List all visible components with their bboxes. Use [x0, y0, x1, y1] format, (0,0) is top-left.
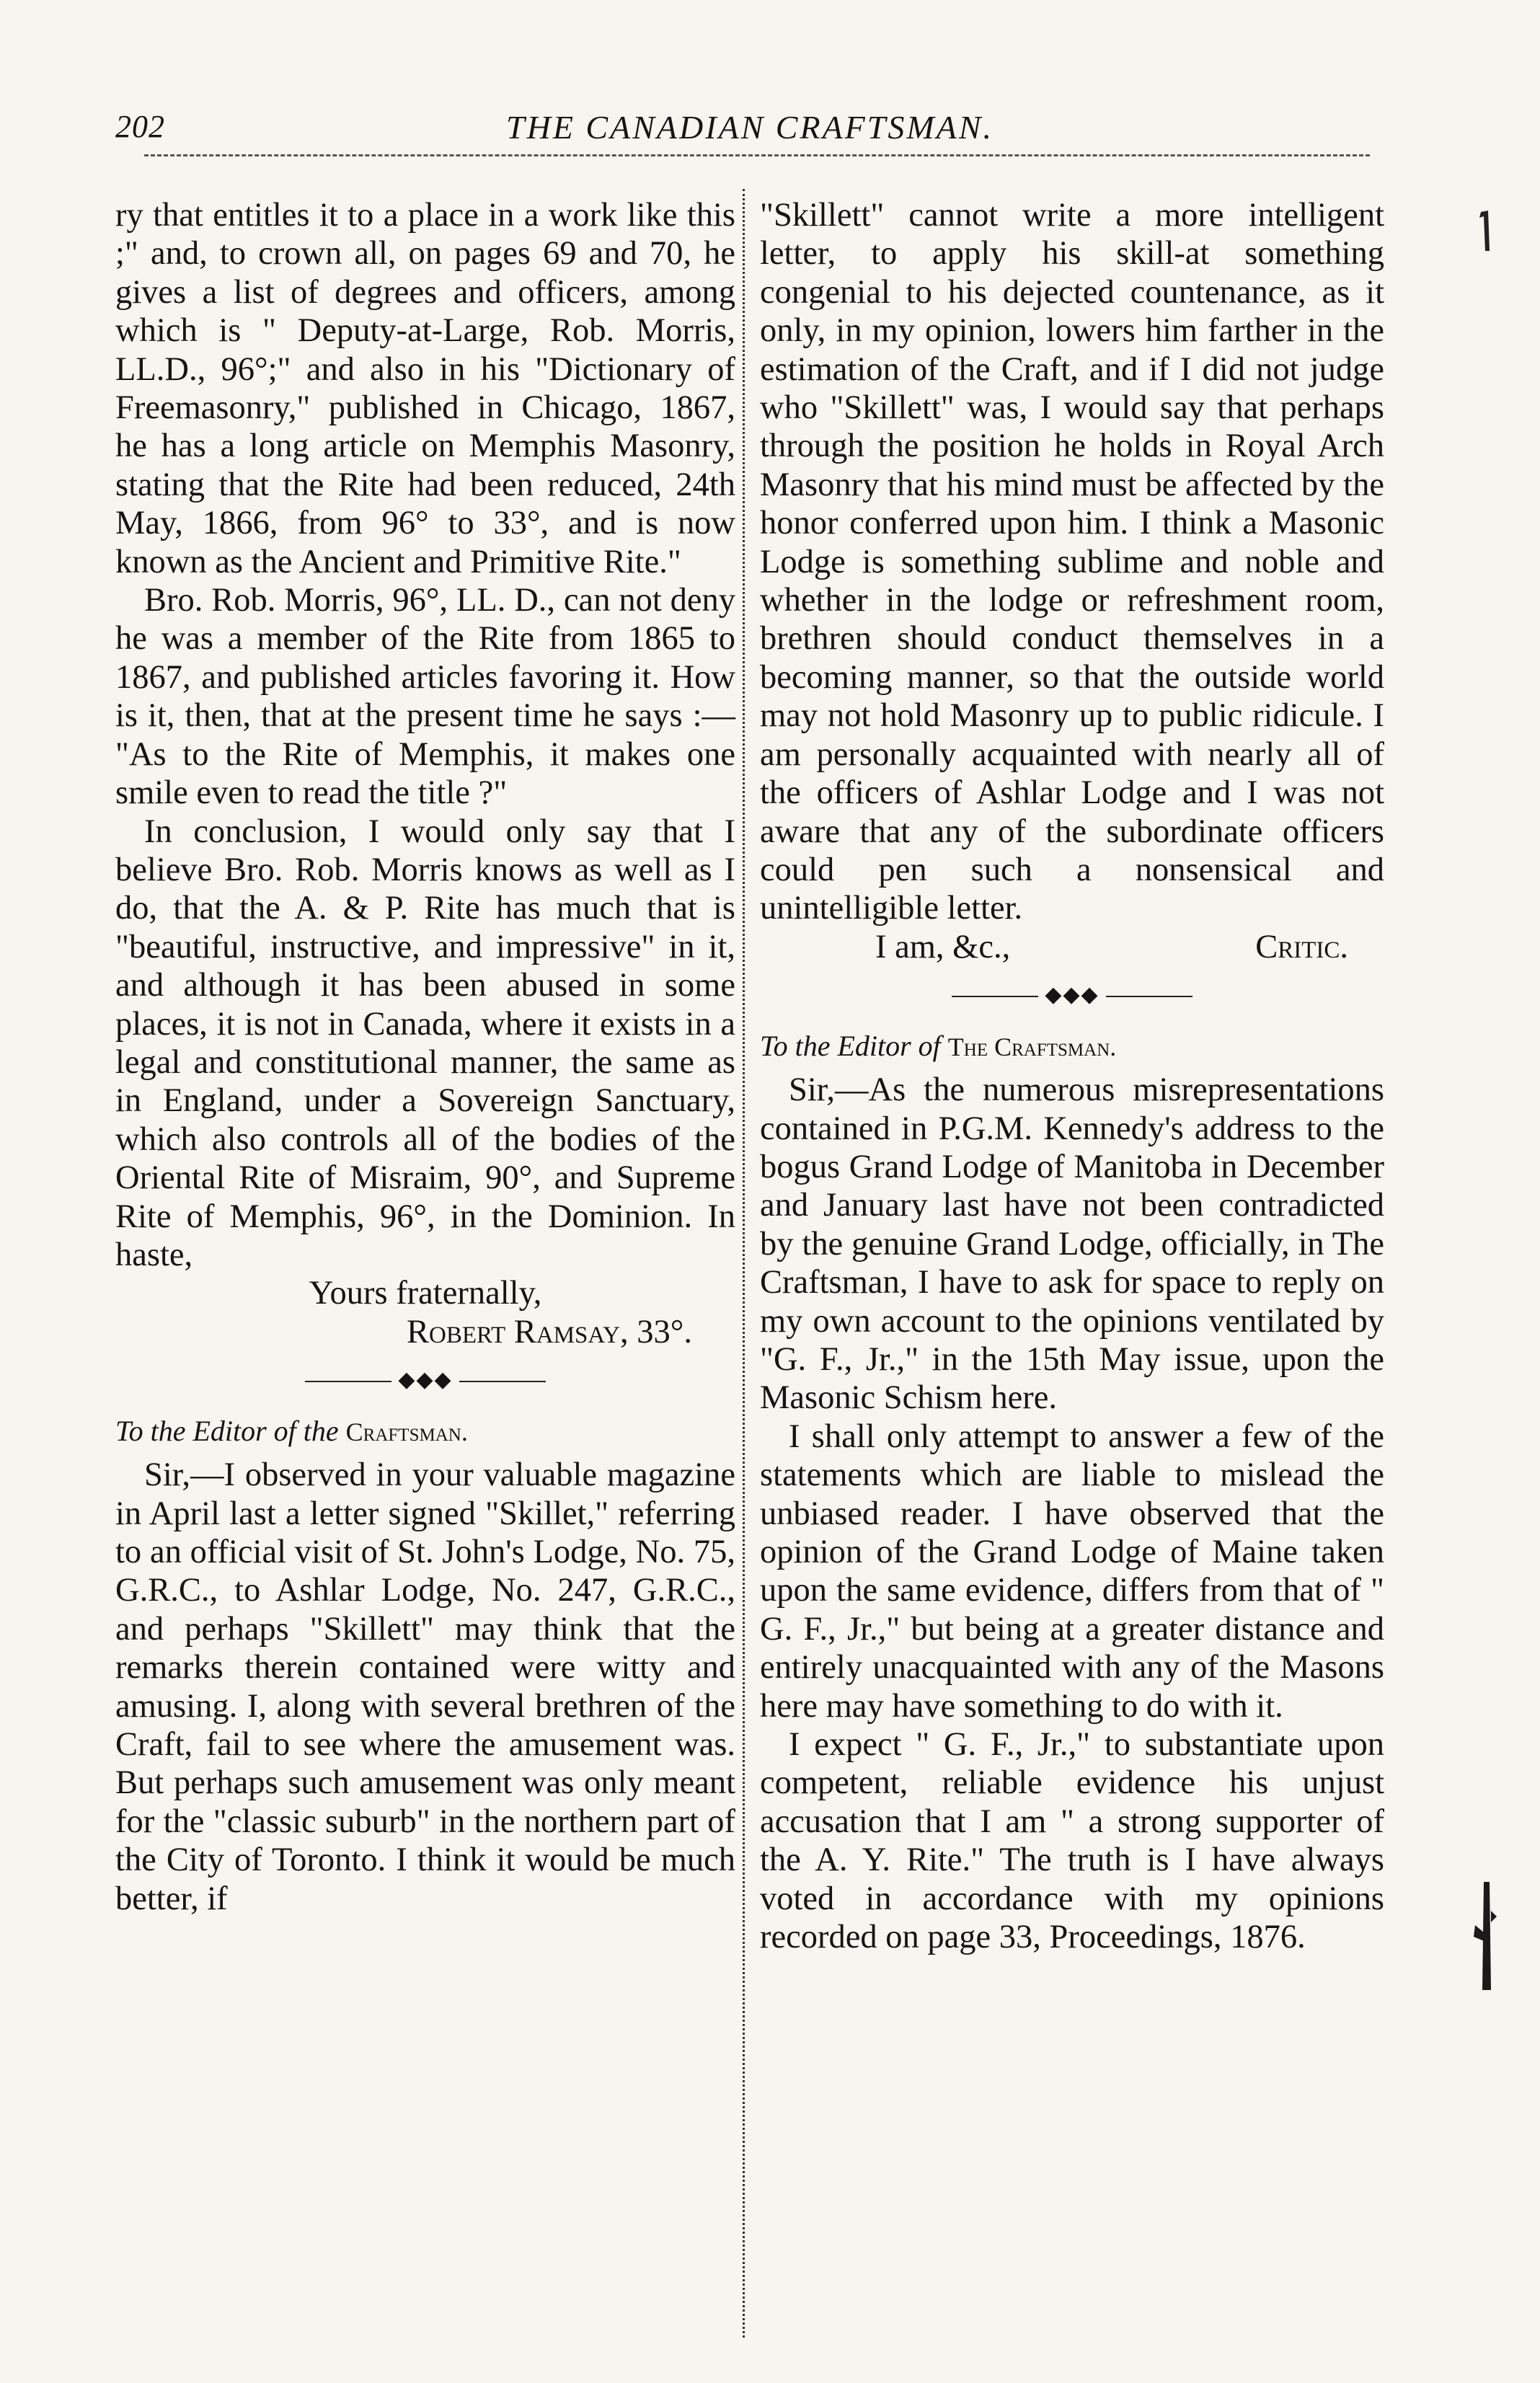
- header-rule: [144, 154, 1370, 156]
- sign-off: I am, &c.,: [875, 928, 1011, 965]
- page-number: 202: [115, 109, 165, 144]
- closing-line: Yours fraternally,: [309, 1275, 542, 1312]
- right-paragraph-1: "Skillett" cannot write a more intelligent letter, to apply his skill-at something congenial to his dejected countenance, as it only, in my opinion, lowers him farther in the estimation of the Craft, and if I did not judge who "Skillett" was, I would say that perhaps through the position he holds in Royal Arch Masonry that his mind must be affected by the honor conferred upon him. I think a Masonic Lodge is something sublime and noble and whether in the lodge or refreshment room, brethren should conduct themselves in a becoming manner, so that the outside world may not hold Masonry up to public ridicule. I am personally acquainted with nearly all of the officers of Ashlar Lodge and I was not aware that any of the subordinate officers could pen such a nonsensical and unintelligible letter.: [760, 197, 1384, 927]
- left-paragraph-1: ry that entitles it to a place in a work like this ;" and, to crown all, on pages 69 and 70, he gives a list of degrees and officers, among which is " Deputy-at-Large, Rob. Morris, LL.D., 96°;" and also in his "Dictionary of Freemasonry," published in Chicago, 1867, he has a long article on Memphis Masonry, stating that the Rite had been reduced, 24th May, 1866, from 96° to 33°, and is now known as the Ancient and Primitive Rite.": [115, 197, 735, 580]
- left-paragraph-3: In conclusion, I would only say that I believe Bro. Rob. Morris knows as well as I do, that the A. & P. Rite has much that is "beautiful, instructive, and impressive" in it, and although it has been abused in some places, it is not in Canada, where it exists in a legal and constitutional manner, the same as in England, under a Sovereign Sanctuary, which also controls all of the bodies of the Oriental Rite of Misraim, 90°, and Supreme Rite of Memphis, 96°, in the Dominion. In haste,: [115, 813, 735, 1273]
- addressee-line-right: [760, 1027, 1384, 1066]
- right-paragraph-2: Sir,—As the numerous misrepresentations contained in P.G.M. Kennedy's address to the bogus Grand Lodge of Manitoba in December and January last have not been contradicted by the genuine Grand Lodge, officially, in The Craftsman, I have to ask for space to reply on my own account to the opinions ventilated by "G. F., Jr.," in the 15th May issue, upon the Masonic Schism here.: [760, 1071, 1384, 1417]
- left-paragraph-4: Sir,—I observed in your valuable magazine in April last a letter signed "Skillet," referring to an official visit of St. John's Lodge, No. 75, G.R.C., to Ashlar Lodge, No. 247, G.R.C., and perhaps "Skillett" may think that the remarks therein contained were witty and amusing. I, along with several brethren of the Craft, fail to see where the amusement was. But perhaps such amusement was only meant for the "classic suburb" in the northern part of the City of Toronto. I think it would be much better, if: [115, 1456, 735, 1917]
- addressee-prefix-right: To the Editor of: [760, 1030, 941, 1063]
- critic-signature-row: [760, 928, 1384, 966]
- addressee-name: Craftsman.: [345, 1418, 468, 1447]
- signature-ramsay: Robert Ramsay, 33°.: [407, 1313, 692, 1350]
- running-title: THE CANADIAN CRAFTSMAN.: [506, 109, 994, 146]
- right-paragraph-3: I shall only attempt to answer a few of the statements which are liable to mislead the unbiased reader. I have observed that the opinion of the Grand Lodge of Maine taken upon the same evidence, differs from that of " G. F., Jr.," but being at a greater distance and entirely unacquainted with any of the Masons here may have something to do with it.: [760, 1418, 1384, 1725]
- page-header: [115, 108, 1384, 166]
- addressee-line: [115, 1412, 735, 1451]
- right-column: [760, 196, 1384, 1956]
- addressee-name-right: The Craftsman.: [947, 1033, 1117, 1062]
- margin-mark-top: [1471, 209, 1500, 252]
- section-ornament-right: [760, 981, 1384, 1009]
- ornament-glyph: ◆◆◆: [398, 1368, 453, 1392]
- section-ornament: [115, 1366, 735, 1394]
- column-divider: [743, 189, 745, 2338]
- addressee-prefix: To the Editor of the: [115, 1415, 339, 1448]
- ornament-glyph-right: ◆◆◆: [1045, 983, 1099, 1007]
- signature-critic: Critic.: [1255, 928, 1348, 965]
- margin-mark-binding: [1471, 1882, 1500, 1990]
- left-paragraph-2: Bro. Rob. Morris, 96°, LL. D., can not deny he was a member of the Rite from 1865 to 1867, and published articles favoring it. How is it, then, that at the present time he says :— "As to the Rite of Memphis, it makes one smile even to read the title ?": [115, 582, 735, 812]
- right-paragraph-4: I expect " G. F., Jr.," to substantiate upon competent, reliable evidence his unjust accusation that I am " a strong supporter of the A. Y. Rite." The truth is I have always voted in accordance with my opinions recorded on page 33, Proceedings, 1876.: [760, 1726, 1384, 1956]
- left-column: [115, 196, 735, 1918]
